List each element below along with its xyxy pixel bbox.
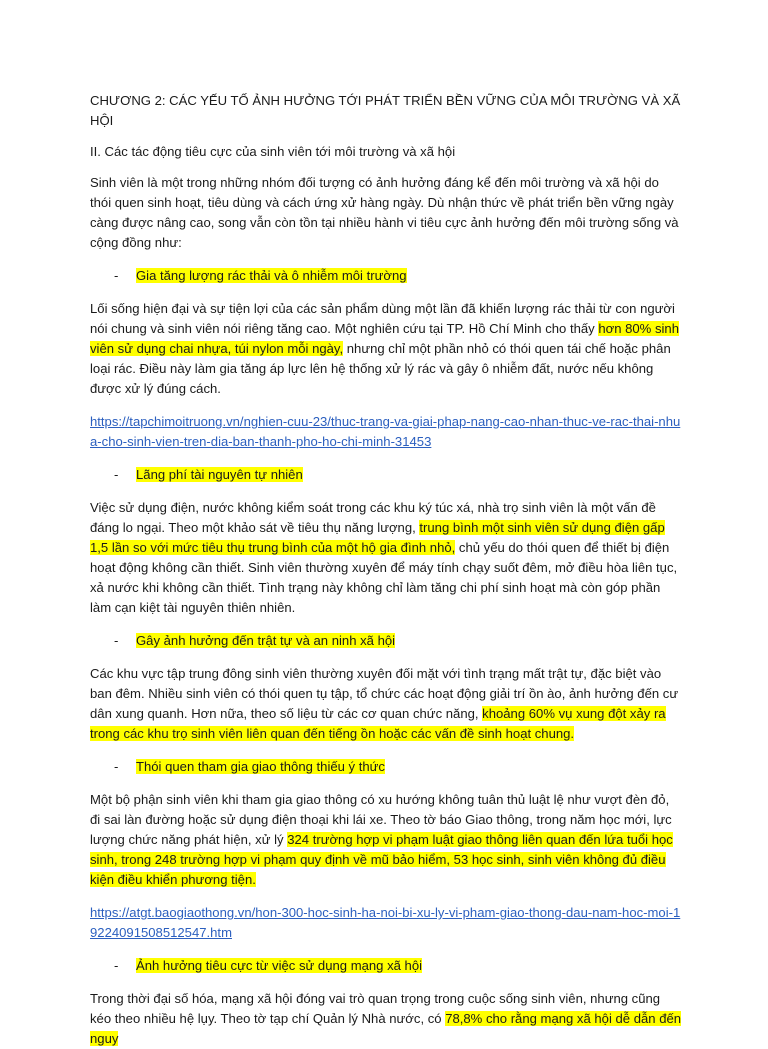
waste-source — [90, 412, 682, 452]
text-run: Việc sử dụng điện, nước không kiểm soát trong các khu ký túc xá, nhà trọ sinh viên là một vấn đề đáng lo ngại. Theo một khảo sát về tiêu thụ năng lượng, — [90, 500, 656, 535]
traffic-source — [90, 903, 682, 943]
traffic-paragraph — [90, 790, 682, 890]
bullet-social-media — [90, 956, 682, 976]
bullet-dash: - — [114, 958, 119, 973]
source-link[interactable]: https://tapchimoitruong.vn/nghien-cuu-23/thuc-trang-va-giai-phap-nang-cao-nhan-thuc-ve-rac-thai-nhua-cho-sinh-vien-tren-dia-ban-thanh-pho-ho-chi-minh-31453 — [90, 414, 681, 449]
highlighted-text: hơn 80% sinh viên sử dụng chai nhựa, túi nylon mỗi ngày, — [90, 321, 679, 356]
highlighted-text: 78,8% cho rằng mạng xã hội dễ dẫn đến nguy — [90, 1011, 682, 1046]
bullet-heading: Ảnh hưởng tiêu cực từ việc sử dụng mạng xã hội — [136, 958, 423, 973]
bullet-waste — [90, 266, 682, 286]
bullet-traffic — [90, 757, 682, 777]
highlighted-text: trung bình một sinh viên sử dụng điện gấp 1,5 lần so với mức tiêu thụ trung bình của một hộ gia đình nhỏ, — [90, 520, 665, 555]
text-run: Lối sống hiện đại và sự tiện lợi của các sản phẩm dùng một lần đã khiến lượng rác thải từ con người nói chung và sinh viên nói riêng tăng cao. Một nghiên cứu tại TP. Hồ Chí Minh cho thấy — [90, 301, 675, 336]
text-run: chủ yếu do thói quen để thiết bị điện hoạt động không cần thiết. Sinh viên thường xuyên để máy tính chạy suốt đêm, mở điều hòa liên tục, xả nước khi không cần thiết. Tình trạng này không chỉ làm tăng chi phí sinh hoạt mà còn góp phần làm cạn kiệt tài nguyên thiên nhiên. — [90, 540, 678, 615]
order-paragraph — [90, 664, 682, 744]
bullet-dash: - — [114, 268, 119, 283]
highlighted-text: khoảng 60% vụ xung đột xảy ra trong các khu trọ sinh viên liên quan đến tiếng ồn hoặc các vấn đề sinh hoạt chung. — [90, 706, 666, 741]
bullet-dash: - — [114, 633, 119, 648]
intro-paragraph: Sinh viên là một trong những nhóm đối tượng có ảnh hưởng đáng kể đến môi trường và xã hội do thói quen sinh hoạt, tiêu dùng và cách ứng xử hàng ngày. Dù nhận thức về phát triển bền vững ngày càng được nâng cao, song vẫn còn tồn tại nhiều hành vi tiêu cực ảnh hưởng đến môi trường sống và cộng đồng như: — [90, 175, 679, 250]
bullet-resources — [90, 465, 682, 485]
bullet-heading: Thói quen tham gia giao thông thiếu ý thức — [136, 759, 385, 774]
bullet-heading: Gia tăng lượng rác thải và ô nhiễm môi trường — [136, 268, 407, 283]
bullet-dash: - — [114, 759, 119, 774]
social-media-paragraph — [90, 989, 682, 1049]
bullet-heading: Lãng phí tài nguyên tự nhiên — [136, 467, 303, 482]
bullet-heading: Gây ảnh hưởng đến trật tự và an ninh xã hội — [136, 633, 396, 648]
highlighted-text: 324 trường hợp vi phạm luật giao thông liên quan đến lứa tuổi học sinh, trong 248 trường hợp vi phạm quy định về mũ bảo hiểm, 53 học sinh, sinh viên không đủ điều kiện điều khiển phương tiện. — [90, 832, 673, 887]
text-run: Các khu vực tập trung đông sinh viên thường xuyên đối mặt với tình trạng mất trật tự, đặc biệt vào ban đêm. Nhiều sinh viên có thói quen tụ tập, tổ chức các hoạt động giải trí ồn ào, ảnh hưởng đến cư dân xung quanh. Hơn nữa, theo số liệu từ các cơ quan chức năng, — [90, 666, 679, 721]
bullet-order — [90, 631, 682, 651]
source-link[interactable]: https://atgt.baogiaothong.vn/hon-300-hoc-sinh-ha-noi-bi-xu-ly-vi-pham-giao-thong-dau-nam-hoc-moi-19224091508512547.htm — [90, 905, 681, 940]
text-run: Một bộ phận sinh viên khi tham gia giao thông có xu hướng không tuân thủ luật lệ như vượt đèn đỏ, đi sai làn đường hoặc sử dụng điện thoại khi lái xe. Theo tờ báo Giao thông, trong năm học mới, lực lượng chức năng phát hiện, xử lý — [90, 792, 672, 847]
text-run: Trong thời đại số hóa, mạng xã hội đóng vai trò quan trọng trong cuộc sống sinh viên, nhưng cũng kéo theo nhiều hệ lụy. Theo tờ tạp chí Quản lý Nhà nước, có — [90, 991, 661, 1026]
section-heading: II. Các tác động tiêu cực của sinh viên tới môi trường và xã hội — [90, 144, 456, 159]
text-run: nhưng chỉ một phần nhỏ có thói quen tái chế hoặc phân loại rác. Điều này làm gia tăng áp lực lên hệ thống xử lý rác và gây ô nhiễm đất, nước nếu không được xử lý đúng cách. — [90, 341, 671, 396]
waste-paragraph — [90, 299, 682, 399]
chapter-title: CHƯƠNG 2: CÁC YẾU TỐ ẢNH HƯỞNG TỚI PHÁT TRIỂN BỀN VỮNG CỦA MÔI TRƯỜNG VÀ XÃ HỘI — [90, 93, 681, 128]
bullet-dash: - — [114, 467, 119, 482]
resources-paragraph — [90, 498, 682, 618]
